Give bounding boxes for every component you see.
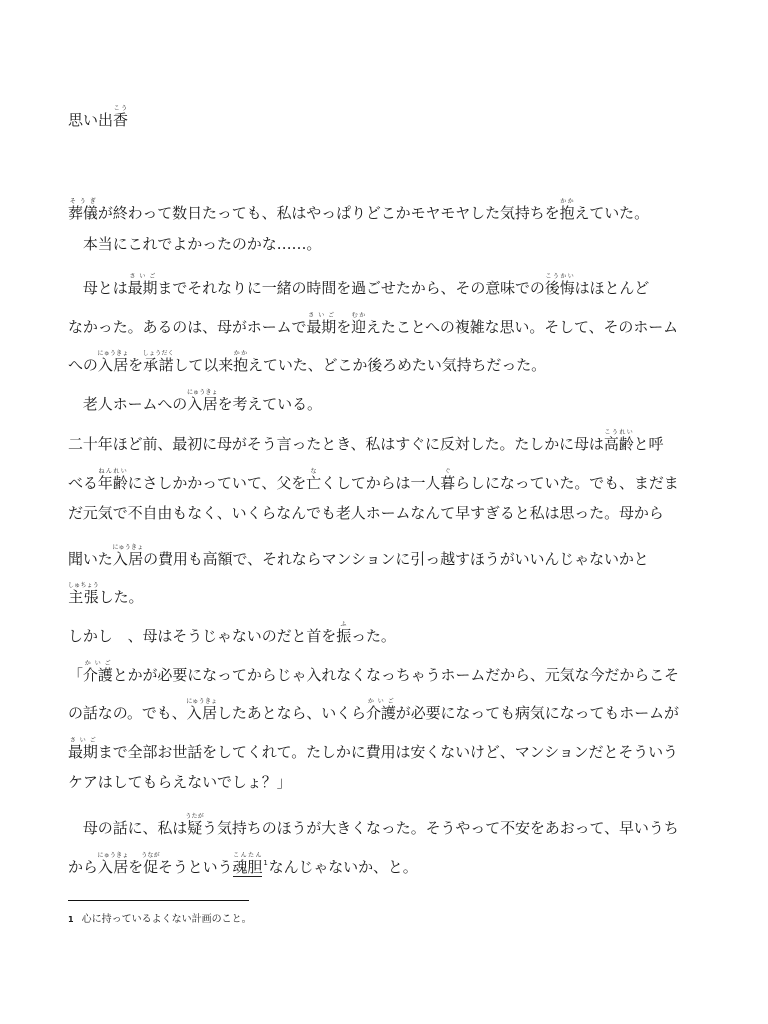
page-title xyxy=(68,105,128,130)
title-ruby: 香こう xyxy=(113,105,129,129)
text-line: 母とは最期さいごまでそれなりに一緒の時間を過ごせたから、その意味での後悔こうかいはほとんど xyxy=(68,273,650,297)
text-line: 聞いた入居にゅうきょの費用も高額で、それならマンションに引っ越すほうがいいんじゃないかと xyxy=(68,544,649,568)
footnote-text: 心に持っているよくない計画のこと。 xyxy=(81,914,252,925)
ruby-word: 魂胆こんたん xyxy=(232,852,263,876)
text-line: なかった。あるのは、母がホームで最期さいごを迎むかえたことへの複雑な思い。そして、そのホーム xyxy=(68,312,679,336)
text-line: 母の話に、私は疑うたがう気持ちのほうが大きくなった。そうやって不安をあおって、早いうち xyxy=(68,813,679,837)
text-line: 最期さいごまで全部お世話をしてくれて。たしかに費用は安くないけど、マンションだとそういう xyxy=(68,737,678,761)
text-line: 二十年ほど前、最初に母がそう言ったとき、私はすぐに反対した。たしかに母は高齢こうれいと呼 xyxy=(68,429,664,453)
ruby-word: 最期さいご xyxy=(127,273,158,297)
footnote xyxy=(68,910,252,925)
ruby-word: 年齢ねんれい xyxy=(97,468,128,492)
ruby-word: 抱かか xyxy=(233,350,249,374)
ruby-word: 促うなが xyxy=(141,852,160,876)
ruby-word: 葬儀そうぎ xyxy=(68,198,98,222)
text-line: 主張しゅちょうした。 xyxy=(68,582,144,606)
text-line: しかし 、母はそうじゃないのだと首を振ふった。 xyxy=(68,621,396,645)
text-line: の話なの。でも、入居にゅうきょしたあとなら、いくら介護かいごが必要になっても病気になってもホームが xyxy=(68,698,679,722)
ruby-word: 承諾しょうだく xyxy=(142,350,174,374)
ruby-word: 入居にゅうきょ xyxy=(112,544,144,568)
ruby-word: 主張しゅちょう xyxy=(68,582,100,606)
text-line: 「介護かいごとかが必要になってからじゃ入れなくなっちゃうホームだから、元気な今だからこそ xyxy=(68,660,679,684)
ruby-word: 迎むか xyxy=(351,312,367,336)
ruby-word: 暮ぐ xyxy=(440,468,456,492)
ruby-word: 入居にゅうきょ xyxy=(186,698,218,722)
ruby-word: 入居にゅうきょ xyxy=(186,389,218,413)
ruby-word: 入居にゅうきょ xyxy=(97,852,129,876)
ruby-word: 介護かいご xyxy=(365,698,396,722)
text-line: 本当にこれでよかったのかな……。 xyxy=(68,235,322,253)
text-line: だ元気で不自由もなく、いくらなんでも老人ホームなんて早すぎると私は思った。母から xyxy=(68,504,664,522)
footnote-number: 1 xyxy=(68,915,74,924)
ruby-word: 疑うたが xyxy=(185,813,204,837)
footnote-divider xyxy=(68,900,249,901)
footnote-ref[interactable]: 1 xyxy=(263,859,268,867)
text-line: から入居にゅうきょを促うながそうという魂胆こんたん$^1$なんじゃないか、と。 xyxy=(68,852,418,876)
ruby-word: 介護かいご xyxy=(82,660,113,684)
ruby-word: 後悔こうかい xyxy=(544,273,575,297)
ruby-word: 抱かか xyxy=(559,198,575,222)
text-line: 葬儀そうぎが終わって数日たっても、私はやっぱりどこかモヤモヤした気持ちを抱かかえていた。 xyxy=(68,198,649,222)
title-text: 思い出 xyxy=(68,111,114,129)
text-line: ケアはしてもらえないでしょ？」 xyxy=(68,773,292,791)
text-line: への入居にゅうきょを承諾しょうだくして以来抱かかえていた、どこか後ろめたい気持ちだった。 xyxy=(68,350,547,374)
ruby-word: 最期さいご xyxy=(306,312,337,336)
ruby-word: 亡な xyxy=(306,468,322,492)
ruby-word: 振ふ xyxy=(336,621,352,645)
ruby-word: 最期さいご xyxy=(68,737,98,761)
ruby-word: 高齢こうれい xyxy=(603,429,634,453)
text-line: 老人ホームへの入居にゅうきょを考えている。 xyxy=(68,389,322,413)
ruby-word: 入居にゅうきょ xyxy=(97,350,129,374)
text-line: べる年齢ねんれいにさしかかっていて、父を亡なくしてからは一人暮ぐらしになっていた。でも、まだま xyxy=(68,468,679,492)
